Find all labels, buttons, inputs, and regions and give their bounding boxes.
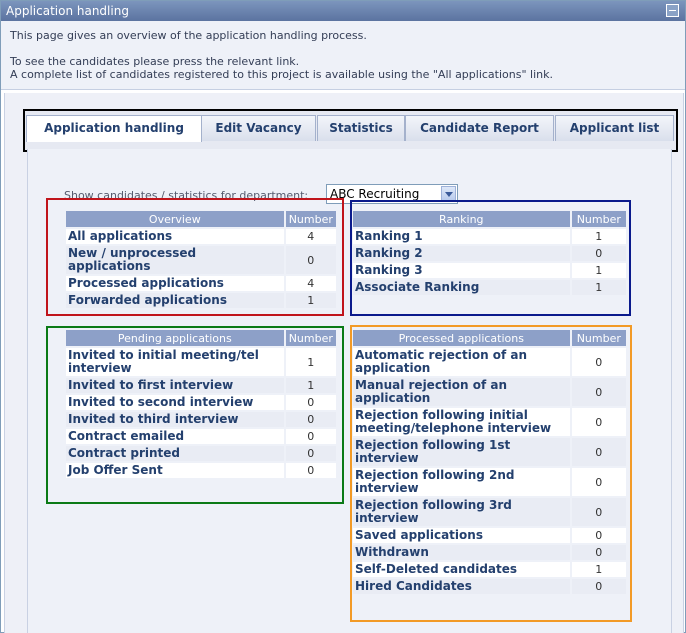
- intro-line-3: A complete list of candidates registered to this project is available using the "All applications" link.: [10, 68, 553, 81]
- pending-job-offer-sent-link[interactable]: Job Offer Sent: [66, 463, 284, 478]
- table-row: [353, 438, 626, 466]
- ranking-associate-link[interactable]: Associate Ranking: [353, 280, 570, 295]
- table-row: [66, 348, 336, 376]
- table-row: [353, 545, 626, 560]
- ranking-1-link[interactable]: Ranking 1: [353, 229, 570, 244]
- pending-second-interview-link[interactable]: Invited to second interview: [66, 395, 284, 410]
- table-row: [353, 246, 626, 261]
- processed-count: 0: [572, 408, 626, 436]
- tab-statistics[interactable]: Statistics: [317, 115, 405, 141]
- processed-self-deleted-link[interactable]: Self-Deleted candidates: [353, 562, 570, 577]
- table-row: [66, 463, 336, 478]
- processed-rejection-1st-link[interactable]: Rejection following 1st interview: [353, 438, 570, 466]
- table-row: [66, 378, 336, 393]
- processed-count: 0: [572, 378, 626, 406]
- pending-count: 0: [286, 463, 336, 478]
- ranking-count: 1: [572, 280, 626, 295]
- ranking-table: [351, 209, 628, 297]
- pending-count: 0: [286, 395, 336, 410]
- tab-candidate-report[interactable]: Candidate Report: [405, 115, 554, 141]
- processed-manual-rejection-link[interactable]: Manual rejection of an application: [353, 378, 570, 406]
- table-row: [66, 412, 336, 427]
- overview-count: 4: [286, 229, 336, 244]
- department-selected-value: ABC Recruiting: [330, 187, 420, 201]
- department-label: Show candidates / statistics for department:: [64, 189, 309, 202]
- overview-number-header: Number: [286, 211, 336, 227]
- intro-line-2: To see the candidates please press the relevant link.: [10, 55, 300, 68]
- intro-text: [1, 21, 685, 90]
- pending-count: 0: [286, 429, 336, 444]
- window-titlebar: [1, 1, 685, 21]
- tab-applicant-list[interactable]: Applicant list: [555, 115, 674, 141]
- overview-count: 1: [286, 293, 336, 308]
- ranking-count: 1: [572, 263, 626, 278]
- collapse-icon[interactable]: [666, 4, 679, 17]
- table-row: [353, 562, 626, 577]
- pending-contract-printed-link[interactable]: Contract printed: [66, 446, 284, 461]
- overview-new-unprocessed-link[interactable]: New / unprocessed applications: [66, 246, 284, 274]
- processed-header: Processed applications: [353, 330, 570, 346]
- intro-line-1: This page gives an overview of the application handling process.: [10, 29, 367, 42]
- table-row: [353, 408, 626, 436]
- pending-contract-emailed-link[interactable]: Contract emailed: [66, 429, 284, 444]
- table-row: [66, 446, 336, 461]
- table-row: [66, 429, 336, 444]
- ranking-number-header: Number: [572, 211, 626, 227]
- overview-count: 4: [286, 276, 336, 291]
- processed-withdrawn-link[interactable]: Withdrawn: [353, 545, 570, 560]
- pending-table: [64, 328, 338, 480]
- overview-processed-link[interactable]: Processed applications: [66, 276, 284, 291]
- pending-initial-meeting-link[interactable]: Invited to initial meeting/tel interview: [66, 348, 284, 376]
- ranking-header: Ranking: [353, 211, 570, 227]
- processed-count: 0: [572, 498, 626, 526]
- window-title: Application handling: [6, 4, 129, 18]
- processed-rejection-2nd-link[interactable]: Rejection following 2nd interview: [353, 468, 570, 496]
- pending-number-header: Number: [286, 330, 336, 346]
- table-row: [66, 229, 336, 244]
- overview-forwarded-link[interactable]: Forwarded applications: [66, 293, 284, 308]
- pending-count: 1: [286, 348, 336, 376]
- tab-application-handling[interactable]: Application handling: [26, 115, 202, 142]
- table-row: [353, 348, 626, 376]
- table-row: [66, 395, 336, 410]
- table-row: [353, 280, 626, 295]
- processed-count: 1: [572, 562, 626, 577]
- table-row: [353, 378, 626, 406]
- table-row: [66, 276, 336, 291]
- ranking-3-link[interactable]: Ranking 3: [353, 263, 570, 278]
- ranking-count: 1: [572, 229, 626, 244]
- pending-first-interview-link[interactable]: Invited to first interview: [66, 378, 284, 393]
- processed-count: 0: [572, 579, 626, 594]
- table-row: [353, 498, 626, 526]
- processed-count: 0: [572, 545, 626, 560]
- table-row: [353, 528, 626, 543]
- overview-count: 0: [286, 246, 336, 274]
- pending-header: Pending applications: [66, 330, 284, 346]
- overview-table: [64, 209, 338, 310]
- ranking-count: 0: [572, 246, 626, 261]
- table-row: [353, 263, 626, 278]
- processed-hired-link[interactable]: Hired Candidates: [353, 579, 570, 594]
- pending-count: 1: [286, 378, 336, 393]
- overview-header: Overview: [66, 211, 284, 227]
- pending-count: 0: [286, 412, 336, 427]
- overview-all-applications-link[interactable]: All applications: [66, 229, 284, 244]
- table-row: [353, 579, 626, 594]
- processed-saved-link[interactable]: Saved applications: [353, 528, 570, 543]
- processed-automatic-rejection-link[interactable]: Automatic rejection of an application: [353, 348, 570, 376]
- table-row: [66, 293, 336, 308]
- table-row: [353, 468, 626, 496]
- processed-table: [351, 328, 628, 596]
- processed-count: 0: [572, 348, 626, 376]
- pending-count: 0: [286, 446, 336, 461]
- processed-number-header: Number: [572, 330, 626, 346]
- table-row: [66, 246, 336, 274]
- pending-third-interview-link[interactable]: Invited to third interview: [66, 412, 284, 427]
- processed-count: 0: [572, 438, 626, 466]
- processed-count: 0: [572, 468, 626, 496]
- processed-rejection-3rd-link[interactable]: Rejection following 3rd interview: [353, 498, 570, 526]
- ranking-2-link[interactable]: Ranking 2: [353, 246, 570, 261]
- processed-count: 0: [572, 528, 626, 543]
- table-row: [353, 229, 626, 244]
- tab-edit-vacancy[interactable]: Edit Vacancy: [201, 115, 316, 141]
- processed-rejection-initial-link[interactable]: Rejection following initial meeting/telephone interview: [353, 408, 570, 436]
